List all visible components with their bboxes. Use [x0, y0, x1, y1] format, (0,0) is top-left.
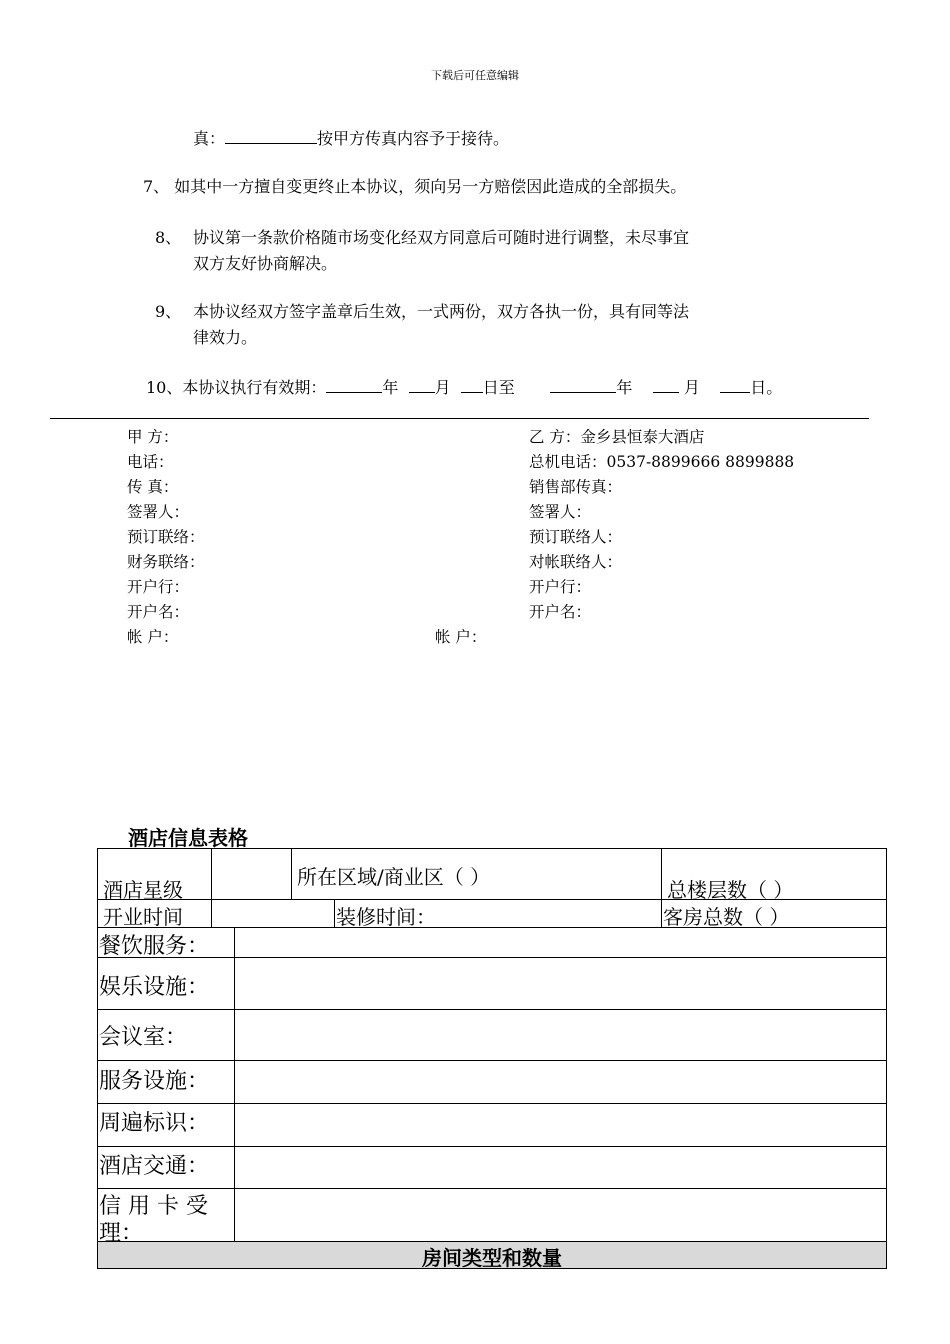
clause-8-line2: 双方友好协商解决。 — [193, 254, 338, 273]
table-line — [661, 848, 662, 899]
table-line — [97, 848, 98, 1268]
credit-card-label-line2: 理： — [99, 1221, 144, 1246]
c10-start-day-blank — [461, 374, 483, 393]
total-rooms-label: 客房总数（ ） — [663, 905, 790, 929]
party-b-signer: 签署人： — [529, 503, 592, 521]
table-line — [334, 899, 335, 927]
party-b-reconcile: 对帐联络人： — [529, 553, 623, 571]
c10-start-year-blank — [326, 374, 382, 393]
dining-label: 餐饮服务： — [99, 934, 210, 959]
c10-year-2: 年 — [616, 378, 633, 397]
clause-8-line1: 协议第一条款价格随市场变化经双方同意后可随时进行调整，未尽事宜 — [193, 228, 690, 247]
party-a-booking: 预订联络： — [127, 528, 205, 546]
clause-10 — [146, 374, 782, 401]
fax-prefix: 真： — [193, 129, 226, 148]
party-a-bank: 开户行： — [127, 578, 190, 596]
c10-end-year-blank — [550, 374, 616, 393]
service-facilities-label: 服务设施： — [99, 1069, 210, 1094]
party-b-booking: 预订联络人： — [529, 528, 623, 546]
area-label: 所在区域/商业区（ ） — [297, 865, 491, 889]
table-line — [886, 848, 887, 1268]
c10-end-month-blank — [653, 374, 679, 393]
clause-9-line2: 律效力。 — [193, 328, 258, 347]
entertainment-label: 娱乐设施： — [99, 975, 210, 1000]
credit-card-label-line1: 信 用 卡 受 — [99, 1194, 208, 1219]
table-line — [291, 848, 292, 899]
table-line — [97, 1146, 887, 1147]
total-floors-label: 总楼层数（ ） — [667, 878, 794, 902]
c10-prefix: 10、本协议执行有效期： — [146, 378, 327, 397]
renovation-date-label: 装修时间： — [336, 905, 436, 929]
opening-date-label: 开业时间 — [103, 905, 183, 929]
clause-9-number: 9、 — [155, 302, 182, 321]
c10-day: 日。 — [750, 378, 783, 397]
table-line — [97, 1060, 887, 1061]
hotel-star-label: 酒店星级 — [103, 878, 183, 902]
hotel-table-title: 酒店信息表格 — [128, 826, 248, 850]
party-a-account: 帐 户： — [127, 628, 179, 646]
clause-9-line1: 本协议经双方签字盖章后生效，一式两份，双方各执一份，具有同等法 — [193, 302, 690, 321]
table-line — [234, 927, 235, 1241]
table-line — [97, 957, 887, 958]
party-a-fax: 传 真： — [127, 478, 179, 496]
room-types-header: 房间类型和数量 — [422, 1246, 562, 1270]
party-a-title: 甲 方： — [127, 428, 179, 446]
party-a-phone: 电话： — [127, 453, 174, 471]
party-a-signer: 签署人： — [127, 503, 190, 521]
clause-8-number: 8、 — [155, 228, 182, 247]
party-b-title: 乙 方：金乡县恒泰大酒店 — [529, 428, 705, 446]
party-b-fax: 销售部传真： — [529, 478, 623, 496]
clause-fax-line — [193, 125, 509, 152]
fax-suffix: 按甲方传真内容予于接待。 — [317, 129, 510, 148]
fax-blank — [225, 125, 317, 144]
c10-month-2: 月 — [683, 378, 700, 397]
table-line — [661, 899, 662, 927]
party-b-account-name: 开户名： — [529, 603, 592, 621]
c10-start-month-blank — [409, 374, 435, 393]
landmark-label: 周遍标识： — [99, 1111, 210, 1136]
party-b-account: 帐 户： — [435, 628, 487, 646]
header-note: 下载后可任意编辑 — [431, 69, 519, 82]
section-divider — [50, 418, 869, 419]
party-a-finance: 财务联络： — [127, 553, 205, 571]
c10-day-to: 日至 — [482, 378, 515, 397]
c10-month: 月 — [434, 378, 451, 397]
party-a-account-name: 开户名： — [127, 603, 190, 621]
party-b-phone: 总机电话：0537-8899666 8899888 — [529, 453, 795, 471]
table-line — [97, 1188, 887, 1189]
party-b-bank: 开户行： — [529, 578, 592, 596]
table-line — [211, 848, 212, 899]
c10-end-day-blank — [720, 374, 750, 393]
clause-7: 7、 如其中一方擅自变更终止本协议，须向另一方赔偿因此造成的全部损失。 — [143, 177, 687, 196]
c10-year: 年 — [382, 378, 399, 397]
transport-label: 酒店交通： — [99, 1154, 210, 1179]
table-line — [97, 1103, 887, 1104]
table-line — [97, 1009, 887, 1010]
meeting-room-label: 会议室： — [99, 1025, 188, 1050]
table-line — [211, 899, 212, 927]
table-line — [97, 848, 887, 849]
